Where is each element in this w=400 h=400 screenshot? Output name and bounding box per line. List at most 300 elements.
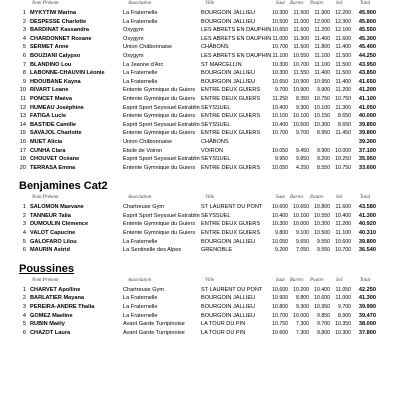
- score-poutre: 9.200: [317, 156, 330, 163]
- score-total: 45.300: [358, 35, 376, 42]
- score-total: 45.800: [358, 18, 376, 25]
- header-poutre: Poutre: [310, 195, 324, 201]
- score-total: 45.400: [358, 44, 376, 51]
- score-barres: 9.300: [296, 304, 309, 311]
- score-total: 41.300: [358, 295, 376, 302]
- score-barres: 10.550: [293, 52, 309, 59]
- association: Entente Gymnique du Guiers: [123, 230, 196, 237]
- rank: 4: [22, 35, 26, 42]
- score-poutre: 10.150: [314, 113, 330, 120]
- gymnast-name: DUMOULIN Clémence: [30, 221, 89, 228]
- score-total: 39.850: [358, 121, 376, 128]
- score-poutre: 11.200: [314, 27, 330, 34]
- score-saut: 11.000: [272, 35, 288, 42]
- score-saut: 9.950: [275, 156, 288, 163]
- score-sol: 10.750: [335, 164, 351, 171]
- ville: LES ABRETS EN DAUPHIN: [201, 27, 272, 34]
- table-row: [0, 229, 400, 238]
- score-barres: 7.300: [296, 329, 309, 336]
- rank: 8: [22, 70, 26, 77]
- table-row: [0, 43, 400, 52]
- header-name: Nom Prénom: [32, 277, 59, 283]
- table-row: [0, 18, 400, 27]
- score-total: 37.800: [358, 329, 376, 336]
- score-saut: 10.750: [272, 321, 288, 328]
- rank: 11: [20, 95, 26, 102]
- score-saut: 10.100: [272, 113, 288, 120]
- score-sol: 11.450: [335, 130, 351, 137]
- rank: 6: [22, 52, 26, 59]
- score-barres: 11.300: [293, 35, 309, 42]
- rank: 5: [22, 238, 26, 245]
- gymnast-name: MUET Alicia: [30, 138, 63, 145]
- ville: LES ABRETS EN DAUPHIN: [201, 52, 272, 59]
- table-row: [0, 212, 400, 221]
- score-poutre: 10.100: [314, 104, 330, 111]
- association: La Jeanne d'Arc: [123, 61, 164, 68]
- header-saut: Saut: [276, 195, 285, 201]
- association: La Fraternelle: [123, 312, 158, 319]
- table-row: [0, 220, 400, 229]
- score-barres: 10.700: [293, 61, 309, 68]
- score-barres: 10.000: [293, 221, 309, 228]
- table-row: [0, 26, 400, 35]
- score-barres: 4.250: [296, 164, 309, 171]
- table-header: [0, 277, 400, 286]
- association: Chartreuse Gym: [123, 286, 165, 293]
- ville: CHÂBONS: [201, 44, 229, 51]
- rank: 2: [22, 212, 26, 219]
- score-saut: 10.050: [272, 164, 288, 171]
- score-saut: 10.700: [272, 130, 288, 137]
- score-barres: 9.700: [296, 130, 309, 137]
- section-title-text: Benjamines Cat2: [19, 180, 108, 193]
- score-sol: 11.050: [335, 286, 351, 293]
- header-sol: Sol: [336, 195, 343, 201]
- gymnast-name: RIVART Loane: [30, 87, 69, 94]
- score-barres: 11.500: [293, 44, 309, 51]
- score-barres: 10.500: [293, 121, 309, 128]
- score-total: 43.580: [358, 204, 376, 211]
- gymnast-name: CHARDONNET Roxane: [30, 35, 92, 42]
- rank: 3: [22, 27, 26, 34]
- association: Chartreuse Gym: [123, 204, 165, 211]
- rank: 1: [22, 204, 26, 211]
- score-saut: 10.800: [272, 304, 288, 311]
- rank: 1: [22, 10, 26, 16]
- score-total: 43.950: [358, 61, 376, 68]
- score-saut: 9.800: [275, 230, 288, 237]
- association: Etoile de Voiron: [123, 147, 163, 154]
- score-saut: 10.600: [272, 204, 288, 211]
- ville: ENTRE DEUX GUIERS: [201, 164, 261, 171]
- ville: CHÂBONS: [201, 138, 229, 145]
- gymnast-name: GALOFARO Lilou: [30, 238, 77, 245]
- score-poutre: 9.550: [317, 247, 330, 254]
- score-saut: 10.700: [272, 312, 288, 319]
- header-saut: Saut: [276, 1, 285, 6]
- rank: 4: [22, 230, 26, 237]
- score-total: 40.310: [358, 230, 376, 237]
- rank: 15: [19, 130, 26, 137]
- ville: VOIRON: [201, 147, 224, 154]
- ville: SEYSSUEL: [201, 104, 231, 111]
- gymnast-name: BOUZIANI Calypso: [30, 52, 81, 59]
- score-poutre: 10.950: [314, 304, 330, 311]
- score-poutre: 11.100: [314, 61, 330, 68]
- header-name: Nom Prénom: [32, 195, 59, 201]
- rank: 5: [22, 44, 26, 51]
- score-sol: 10.700: [335, 247, 351, 254]
- gymnast-name: CHARVET Apolline: [30, 286, 81, 293]
- table-row: [0, 138, 400, 147]
- ville: SEYSSUEL: [201, 156, 231, 163]
- rank: 2: [22, 295, 26, 302]
- ville: BOURGOIN JALLIEU: [201, 18, 256, 25]
- header-ville: Ville: [205, 1, 215, 6]
- score-barres: 9.850: [296, 156, 309, 163]
- score-barres: 11.500: [293, 10, 309, 16]
- association: Avant Garde Turripinoise: [123, 321, 185, 328]
- score-poutre: 11.800: [314, 44, 330, 51]
- score-saut: 10.050: [272, 147, 288, 154]
- score-sol: 11.600: [335, 35, 351, 42]
- score-saut: 10.650: [272, 78, 288, 85]
- table-row: [0, 203, 400, 212]
- gymnast-name: SAVAJOL Charlotte: [30, 130, 82, 137]
- score-total: 39.990: [358, 304, 376, 311]
- rank: 18: [19, 156, 26, 163]
- score-barres: 10.650: [293, 204, 309, 211]
- association: Entente Gymnique du Guiers: [123, 164, 196, 171]
- header-poutre: Poutre: [310, 1, 324, 6]
- score-poutre: 12.000: [314, 18, 330, 25]
- score-barres: 10.000: [293, 312, 309, 319]
- score-sol: 11.200: [335, 87, 351, 94]
- score-barres: 10.200: [293, 286, 309, 293]
- gymnast-name: CHOUVET Océane: [30, 156, 80, 163]
- gymnast-name: VALOT Capucine: [30, 230, 76, 237]
- ville: ENTRE DEUX GUIERS: [201, 221, 261, 228]
- score-sol: 12.100: [335, 27, 351, 34]
- score-sol: 10.250: [335, 156, 351, 163]
- score-sol: 11.000: [335, 295, 351, 302]
- rank: 14: [19, 121, 26, 128]
- association: Entente Gymnique du Guiers: [123, 221, 196, 228]
- association: Esprit Sport Seyssuel Estrablin: [123, 104, 200, 111]
- score-barres: 7.300: [296, 321, 309, 328]
- rank: 3: [22, 304, 26, 311]
- score-poutre: 9.900: [317, 147, 330, 154]
- rank: 17: [19, 147, 26, 154]
- rank: 10: [19, 87, 26, 94]
- score-sol: 10.400: [335, 212, 351, 219]
- score-sol: 10.350: [335, 321, 351, 328]
- table-row: [0, 147, 400, 156]
- score-poutre: 10.300: [314, 121, 330, 128]
- header-total: Total: [360, 195, 371, 201]
- score-total: 45.900: [358, 10, 376, 16]
- table-header: [0, 194, 400, 203]
- score-saut: 10.600: [272, 286, 288, 293]
- association: Entente Gymnique du Guiers: [123, 113, 196, 120]
- ville: ST LAURENT DU PONT: [201, 286, 263, 293]
- score-poutre: 10.950: [314, 78, 330, 85]
- association: La Fraternelle: [123, 295, 158, 302]
- score-total: 36.540: [358, 247, 376, 254]
- score-barres: 10.900: [293, 87, 309, 94]
- score-total: 43.850: [358, 70, 376, 77]
- score-sol: 11.100: [335, 230, 351, 237]
- score-saut: 10.600: [272, 329, 288, 336]
- ville: LA TOUR DU PIN: [201, 321, 246, 328]
- gymnast-name: DESPESSE Charlotte: [30, 18, 87, 25]
- score-saut: 10.900: [272, 295, 288, 302]
- rank: 6: [22, 247, 26, 254]
- rank: 6: [22, 329, 26, 336]
- rank: 16: [19, 138, 26, 145]
- score-sol: 11.600: [335, 204, 351, 211]
- header-barres: Barres: [290, 195, 304, 201]
- score-total: 37.100: [358, 147, 376, 154]
- score-total: 40.000: [358, 113, 376, 120]
- ville: ENTRE DEUX GUIERS: [201, 95, 261, 102]
- score-barres: 11.550: [293, 70, 309, 77]
- score-total: 42.250: [358, 286, 376, 293]
- association: Union Châbonnaise: [123, 44, 173, 51]
- gymnast-name: BARDINAT Kassandra: [30, 27, 89, 34]
- header-association: Association: [128, 195, 152, 201]
- score-total: 41.050: [358, 104, 376, 111]
- score-sol: 10.000: [335, 147, 351, 154]
- section-title: [0, 172, 400, 194]
- score-sol: 10.300: [335, 329, 351, 336]
- score-barres: 9.450: [296, 147, 309, 154]
- table-row: [0, 69, 400, 78]
- table-row: [0, 52, 400, 61]
- table-row: [0, 95, 400, 104]
- score-poutre: 11.400: [314, 35, 330, 42]
- ville: ENTRE DEUX GUIERS: [201, 130, 261, 137]
- score-saut: 10.400: [272, 121, 288, 128]
- score-sol: 8.650: [338, 113, 351, 120]
- score-barres: 8.350: [296, 95, 309, 102]
- association: La Fraternelle: [123, 70, 158, 77]
- association: Avant Garde Turripinoise: [123, 329, 185, 336]
- header-association: Association: [128, 1, 152, 6]
- score-sol: 12.200: [335, 10, 351, 16]
- table-header: [0, 0, 400, 9]
- ville: LES ABRETS EN DAUPHIN: [201, 35, 272, 42]
- table-row: [0, 86, 400, 95]
- gymnast-name: PONCET Maéva: [30, 95, 72, 102]
- association: Esprit Sport Seyssuel Estrablin: [123, 121, 200, 128]
- gymnast-name: BASTIDE Camille: [30, 121, 77, 128]
- score-total: 40.920: [358, 221, 376, 228]
- table-row: [0, 238, 400, 247]
- association: Entente Gymnique du Guiers: [123, 130, 196, 137]
- ville: ENTRE DEUX GUIERS: [201, 87, 261, 94]
- gymnast-name: MYKYTIW Marina: [30, 10, 76, 16]
- gymnast-name: SERMET Anne: [30, 44, 69, 51]
- table-row: [0, 61, 400, 70]
- header-ville: Ville: [205, 195, 215, 201]
- score-poutre: 10.300: [314, 221, 330, 228]
- score-sol: 11.400: [335, 44, 351, 51]
- header-saut: Saut: [276, 277, 285, 283]
- score-saut: 10.050: [272, 238, 288, 245]
- score-sol: 9.700: [338, 304, 351, 311]
- score-sol: 11.200: [335, 221, 351, 228]
- score-total: 41.650: [358, 78, 376, 85]
- ville: GRENOBLE: [201, 247, 233, 254]
- score-sol: 12.300: [335, 18, 351, 25]
- table-row: [0, 303, 400, 312]
- table-row: [0, 129, 400, 138]
- score-poutre: 9.800: [317, 329, 330, 336]
- gymnast-name: FATIGA Lucie: [30, 113, 67, 120]
- association: Oxygym: [123, 27, 144, 34]
- score-saut: 9.200: [275, 247, 288, 254]
- score-saut: 10.400: [272, 212, 288, 219]
- score-total: 39.800: [358, 238, 376, 245]
- score-total: 41.100: [358, 95, 376, 102]
- score-saut: 10.300: [272, 61, 288, 68]
- association: La Fraternelle: [123, 78, 158, 85]
- section-title: [0, 255, 400, 277]
- gymnast-name: SALOMON Maevane: [30, 204, 84, 211]
- rank: 13: [19, 113, 26, 120]
- score-poutre: 9.900: [317, 87, 330, 94]
- rank: 2: [22, 18, 26, 25]
- header-name: Nom Prénom: [32, 1, 59, 6]
- association: La Fraternelle: [123, 238, 158, 245]
- score-poutre: 11.900: [314, 10, 330, 16]
- score-barres: 9.300: [296, 104, 309, 111]
- ville: SEYSSUEL: [201, 121, 231, 128]
- header-ville: Ville: [205, 277, 215, 283]
- ville: ENTRE DEUX GUIERS: [201, 230, 261, 237]
- ville: ST MARCELLIN: [201, 61, 242, 68]
- ville: BOURGOIN JALLIEU: [201, 70, 256, 77]
- score-sol: 8.900: [338, 312, 351, 319]
- score-barres: 9.100: [296, 230, 309, 237]
- table-row: [0, 78, 400, 87]
- score-saut: 10.300: [272, 70, 288, 77]
- association: Entente Gymnique du Guiers: [123, 95, 196, 102]
- score-barres: 7.050: [296, 247, 309, 254]
- rank: 9: [22, 78, 26, 85]
- gymnast-name: LABONNE-CHAUVIN Léonie: [30, 70, 105, 77]
- association: La Fraternelle: [123, 304, 158, 311]
- score-poutre: 9.850: [317, 312, 330, 319]
- score-poutre: 11.100: [314, 52, 330, 59]
- table-row: [0, 121, 400, 130]
- score-total: 39.300: [358, 138, 376, 145]
- association: La Fraternelle: [123, 18, 158, 25]
- score-poutre: 8.950: [317, 130, 330, 137]
- table-row: [0, 246, 400, 255]
- association: Union Châbonnaise: [123, 138, 173, 145]
- association: Oxygym: [123, 52, 144, 59]
- rank: 20: [19, 164, 26, 171]
- table-row: [0, 155, 400, 164]
- score-total: 38.000: [358, 321, 376, 328]
- score-poutre: 11.400: [314, 70, 330, 77]
- score-poutre: 10.500: [314, 230, 330, 237]
- score-barres: 10.100: [293, 113, 309, 120]
- score-total: 44.250: [358, 52, 376, 59]
- header-association: Association: [128, 277, 152, 283]
- rank: 7: [22, 61, 26, 68]
- score-poutre: 10.750: [314, 95, 330, 102]
- ville: SEYSSUEL: [201, 212, 231, 219]
- score-saut: 10.650: [272, 27, 288, 34]
- score-sol: 11.300: [335, 104, 351, 111]
- table-row: [0, 9, 400, 18]
- score-total: 45.550: [358, 27, 376, 34]
- table-row: [0, 312, 400, 321]
- gymnast-name: HDOUBANE Kayna: [30, 78, 81, 85]
- table-row: [0, 294, 400, 303]
- ville: BOURGOIN JALLIEU: [201, 238, 256, 245]
- score-saut: 11.250: [272, 95, 288, 102]
- score-total: 39.470: [358, 312, 376, 319]
- header-sol: Sol: [336, 1, 343, 6]
- table-row: [0, 329, 400, 338]
- gymnast-name: GOMEZ Maeline: [30, 312, 73, 319]
- ville: BOURGOIN JALLIEU: [201, 312, 256, 319]
- association: Entente Gymnique du Guiers: [123, 87, 196, 94]
- gymnast-name: TANNEUR Talia: [30, 212, 71, 219]
- score-sol: 11.500: [335, 61, 351, 68]
- association: Oxygym: [123, 35, 144, 42]
- association: Esprit Sport Seyssuel Estrablin: [123, 212, 200, 219]
- association: Esprit Sport Seyssuel Estrablin: [123, 156, 200, 163]
- score-poutre: 10.600: [314, 295, 330, 302]
- table-row: [0, 104, 400, 113]
- score-poutre: 9.550: [317, 238, 330, 245]
- score-sol: 10.750: [335, 95, 351, 102]
- score-barres: 10.900: [293, 78, 309, 85]
- ville: ENTRE DEUX GUIERS: [201, 113, 261, 120]
- gymnast-name: CHAZOT Laura: [30, 329, 71, 336]
- score-saut: 11.100: [272, 52, 288, 59]
- gymnast-name: MAURIN Astrid: [30, 247, 70, 254]
- ville: LA TOUR DU PIN: [201, 329, 246, 336]
- score-total: 35.950: [358, 156, 376, 163]
- gymnast-name: HUMEAU Joséphine: [30, 104, 84, 111]
- score-barres: 8.800: [296, 295, 309, 302]
- score-total: 41.300: [358, 212, 376, 219]
- ville: ST LAURENT DU PONT: [201, 204, 263, 211]
- score-barres: 11.600: [293, 27, 309, 34]
- rank: 3: [22, 221, 26, 228]
- score-saut: 10.500: [272, 18, 288, 25]
- score-total: 39.800: [358, 130, 376, 137]
- table-row: [0, 112, 400, 121]
- rank: 5: [22, 321, 26, 328]
- score-saut: 9.700: [275, 87, 288, 94]
- section-title-text: Poussines: [19, 262, 75, 275]
- rank: 4: [22, 312, 26, 319]
- gymnast-name: PEREIRA-ANDRE Thalia: [30, 304, 95, 311]
- score-poutre: 9.700: [317, 321, 330, 328]
- score-saut: 10.300: [272, 221, 288, 228]
- header-barres: Barres: [290, 277, 304, 283]
- gymnast-name: BLANDINO Lou: [30, 61, 72, 68]
- table-row: [0, 164, 400, 173]
